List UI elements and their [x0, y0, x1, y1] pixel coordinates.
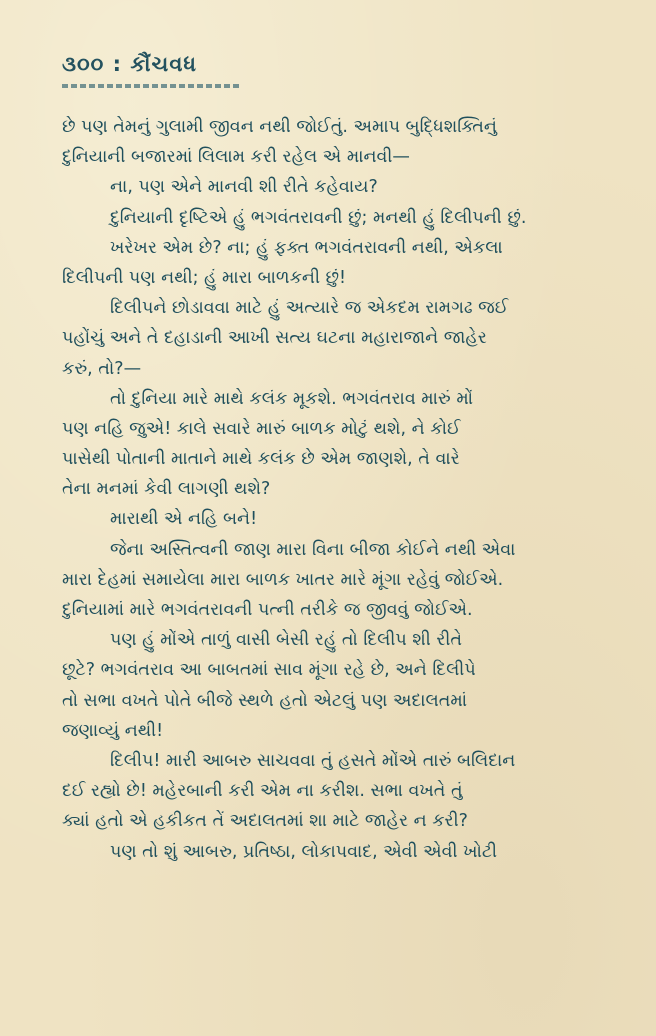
text-line: દિલીપ! મારી આબરુ સાચવવા તું હસતે મોંએ તારું બલિદાન	[110, 750, 516, 771]
text-line: છે પણ તેમનું ગુલામી જીવન નથી જોઈતું. અમાપ બુદ્ધિશક્તિનું	[62, 117, 497, 137]
text-line: છૂટે? ભગવંતરાવ આ બાબતમાં સાવ મૂંગા રહે છે, અને દિલીપે	[62, 660, 476, 681]
text-line: મારાથી એ નહિ બને!	[110, 509, 258, 530]
text-line: કરું, તો?—	[62, 358, 142, 379]
text-line: તેના મનમાં કેવી લાગણી થશે?	[62, 479, 271, 500]
text-line: દિલીપને છોડાવવા માટે હું અત્યારે જ એકદમ રામગઢ જઈ	[110, 298, 509, 319]
header-separator: :	[112, 52, 122, 76]
text-line: દુનિયાની બજારમાં લિલામ કરી રહેલ એ માનવી—	[62, 147, 410, 168]
header-wavy-rule	[62, 84, 240, 88]
text-line: દઈ રહ્યો છે! મહેરબાની કરી એમ ના કરીશ. સભા વખતે તું	[62, 781, 463, 802]
text-line: દિલીપની પણ નથી; હું મારા બાળકની છું!	[62, 267, 347, 288]
text-line: તો સભા વખતે પોતે બીજે સ્થળે હતો એટલું પણ અદાલતમાં	[62, 690, 467, 711]
text-line: જેના અસ્તિત્વની જાણ મારા વિના બીજા કોઈને નથી એવા	[110, 539, 516, 560]
page-number: ૩૦૦	[62, 52, 105, 76]
text-line: પહોંચું અને તે દહાડાની આખી સત્ય ઘટના મહારાજાને જાહેર	[62, 328, 487, 349]
text-line: જણાવ્યું નથી!	[62, 720, 164, 741]
body-text	[62, 112, 624, 867]
text-line: ના, પણ એને માનવી શી રીતે કહેવાય?	[110, 177, 378, 198]
text-line: દુનિયામાં મારે ભગવંતરાવની પત્ની તરીકે જ જીવવું જોઈએ.	[62, 600, 473, 620]
running-header	[62, 52, 197, 77]
text-line: તો દુનિયા મારે માથે કલંક મૂકશે. ભગવંતરાવ મારું મોં	[110, 388, 474, 409]
text-line: ખરેખર એમ છે? ના; હું ફક્ત ભગવંતરાવની નથી, એકલા	[110, 237, 503, 258]
text-line: ક્યાં હતો એ હકીકત તેં અદાલતમાં શા માટે જાહેર ન કરી?	[62, 811, 468, 832]
text-line: પણ હું મોંએ તાળું વાસી બેસી રહું તો દિલીપ શી રીતે	[110, 630, 462, 651]
text-line: મારા દેહમાં સમાયેલા મારા બાળક ખાતર મારે મૂંગા રહેવું જોઈએ.	[62, 569, 504, 590]
text-line: પણ તો શું આબરુ, પ્રતિષ્ઠા, લોકાપવાદ, એવી એવી ખોટી	[110, 841, 498, 862]
book-title: કૌંચવધ	[130, 52, 198, 76]
text-line: પણ નહિ જુએ! કાલે સવારે મારું બાળક મોટું થશે, ને કોઈ	[62, 418, 461, 439]
text-line: દુનિયાની દૃષ્ટિએ હું ભગવંતરાવની છું; મનથી હું દિલીપની છું.	[110, 207, 527, 228]
text-line: પાસેથી પોતાની માતાને માથે કલંક છે એમ જાણશે, તે વારે	[62, 449, 460, 470]
